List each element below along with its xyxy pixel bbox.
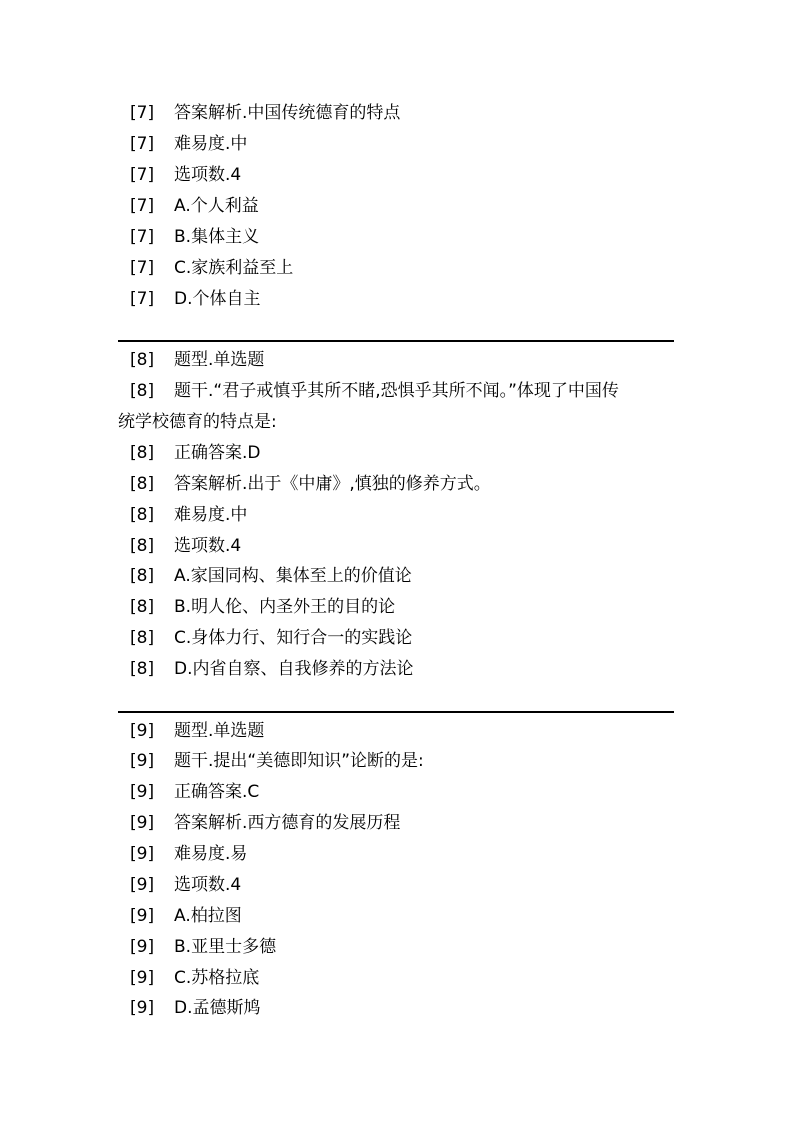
question-number: [9] — [130, 782, 155, 802]
line-text: 难易度.易 — [174, 844, 248, 864]
line-text: B.亚里士多德 — [174, 937, 277, 957]
stem-line — [130, 381, 619, 401]
question-number: [9] — [130, 906, 155, 926]
line-text: 选项数.4 — [174, 536, 242, 556]
option-count-line — [130, 165, 241, 185]
question-number: [8] — [130, 443, 155, 463]
line-text: 答案解析.中国传统德育的特点 — [174, 103, 401, 123]
section-divider — [118, 340, 674, 342]
question-number: [8] — [130, 381, 155, 401]
option-count-line — [130, 875, 241, 895]
line-text: C.苏格拉底 — [174, 968, 260, 988]
question-number: [8] — [130, 566, 155, 586]
option-line — [130, 998, 261, 1018]
answer-line — [130, 782, 259, 802]
stem-line — [130, 751, 424, 771]
difficulty-line — [130, 134, 247, 154]
question-number: [7] — [130, 289, 155, 309]
line-text: 题干.提出“美德即知识”论断的是: — [174, 751, 424, 771]
analysis-line — [130, 813, 400, 833]
question-number: [8] — [130, 597, 155, 617]
difficulty-line — [130, 505, 247, 525]
analysis-line — [130, 103, 400, 123]
option-line — [130, 597, 395, 617]
line-text: 题型.单选题 — [174, 350, 265, 370]
option-line — [130, 906, 242, 926]
line-text: 难易度.中 — [174, 134, 248, 154]
difficulty-line — [130, 844, 247, 864]
question-number: [8] — [130, 350, 155, 370]
question-number: [8] — [130, 628, 155, 648]
option-line — [130, 968, 259, 988]
option-line — [130, 227, 259, 247]
option-line — [130, 196, 259, 216]
question-number: [9] — [130, 998, 155, 1018]
question-number: [7] — [130, 258, 155, 278]
question-number: [9] — [130, 844, 155, 864]
option-line — [130, 628, 412, 648]
type-line — [130, 721, 264, 741]
line-text: B.明人伦、内圣外王的目的论 — [174, 597, 396, 617]
line-text: 正确答案.D — [174, 443, 261, 463]
question-number: [7] — [130, 227, 155, 247]
line-text: 答案解析.西方德育的发展历程 — [174, 813, 401, 833]
line-text: 答案解析.出于《中庸》,慎独的修养方式。 — [174, 474, 491, 494]
question-number: [7] — [130, 196, 155, 216]
option-line — [130, 289, 261, 309]
option-line — [130, 258, 293, 278]
line-text: 正确答案.C — [174, 782, 260, 802]
question-number: [8] — [130, 474, 155, 494]
question-number: [9] — [130, 875, 155, 895]
line-text: A.个人利益 — [174, 196, 259, 216]
question-number: [7] — [130, 165, 155, 185]
line-text: 选项数.4 — [174, 165, 242, 185]
question-number: [7] — [130, 134, 155, 154]
question-number: [9] — [130, 968, 155, 988]
line-text: 难易度.中 — [174, 505, 248, 525]
question-number: [9] — [130, 751, 155, 771]
line-text: D.个体自主 — [174, 289, 261, 309]
question-number: [9] — [130, 813, 155, 833]
line-text: B.集体主义 — [174, 227, 260, 247]
analysis-line — [130, 474, 491, 494]
option-line — [130, 659, 414, 679]
line-text: C.身体力行、知行合一的实践论 — [174, 628, 413, 648]
line-text: D.孟德斯鸠 — [174, 998, 261, 1018]
option-line — [130, 937, 276, 957]
question-number: [8] — [130, 536, 155, 556]
option-line — [130, 566, 412, 586]
question-number: [9] — [130, 937, 155, 957]
answer-line — [130, 443, 261, 463]
question-number: [9] — [130, 721, 155, 741]
line-text: 选项数.4 — [174, 875, 242, 895]
type-line — [130, 350, 264, 370]
stem-continuation: 统学校德育的特点是: — [118, 412, 277, 432]
question-number: [8] — [130, 659, 155, 679]
question-number: [8] — [130, 505, 155, 525]
question-number: [7] — [130, 103, 155, 123]
section-divider — [118, 711, 674, 713]
line-text: C.家族利益至上 — [174, 258, 294, 278]
line-text: 题型.单选题 — [174, 721, 265, 741]
line-text: 题干.“君子戒慎乎其所不睹,恐惧乎其所不闻。”体现了中国传 — [174, 381, 619, 401]
line-text: A.家国同构、集体至上的价值论 — [174, 566, 412, 586]
line-text: A.柏拉图 — [174, 906, 242, 926]
option-count-line — [130, 536, 241, 556]
line-text: D.内省自察、自我修养的方法论 — [174, 659, 414, 679]
